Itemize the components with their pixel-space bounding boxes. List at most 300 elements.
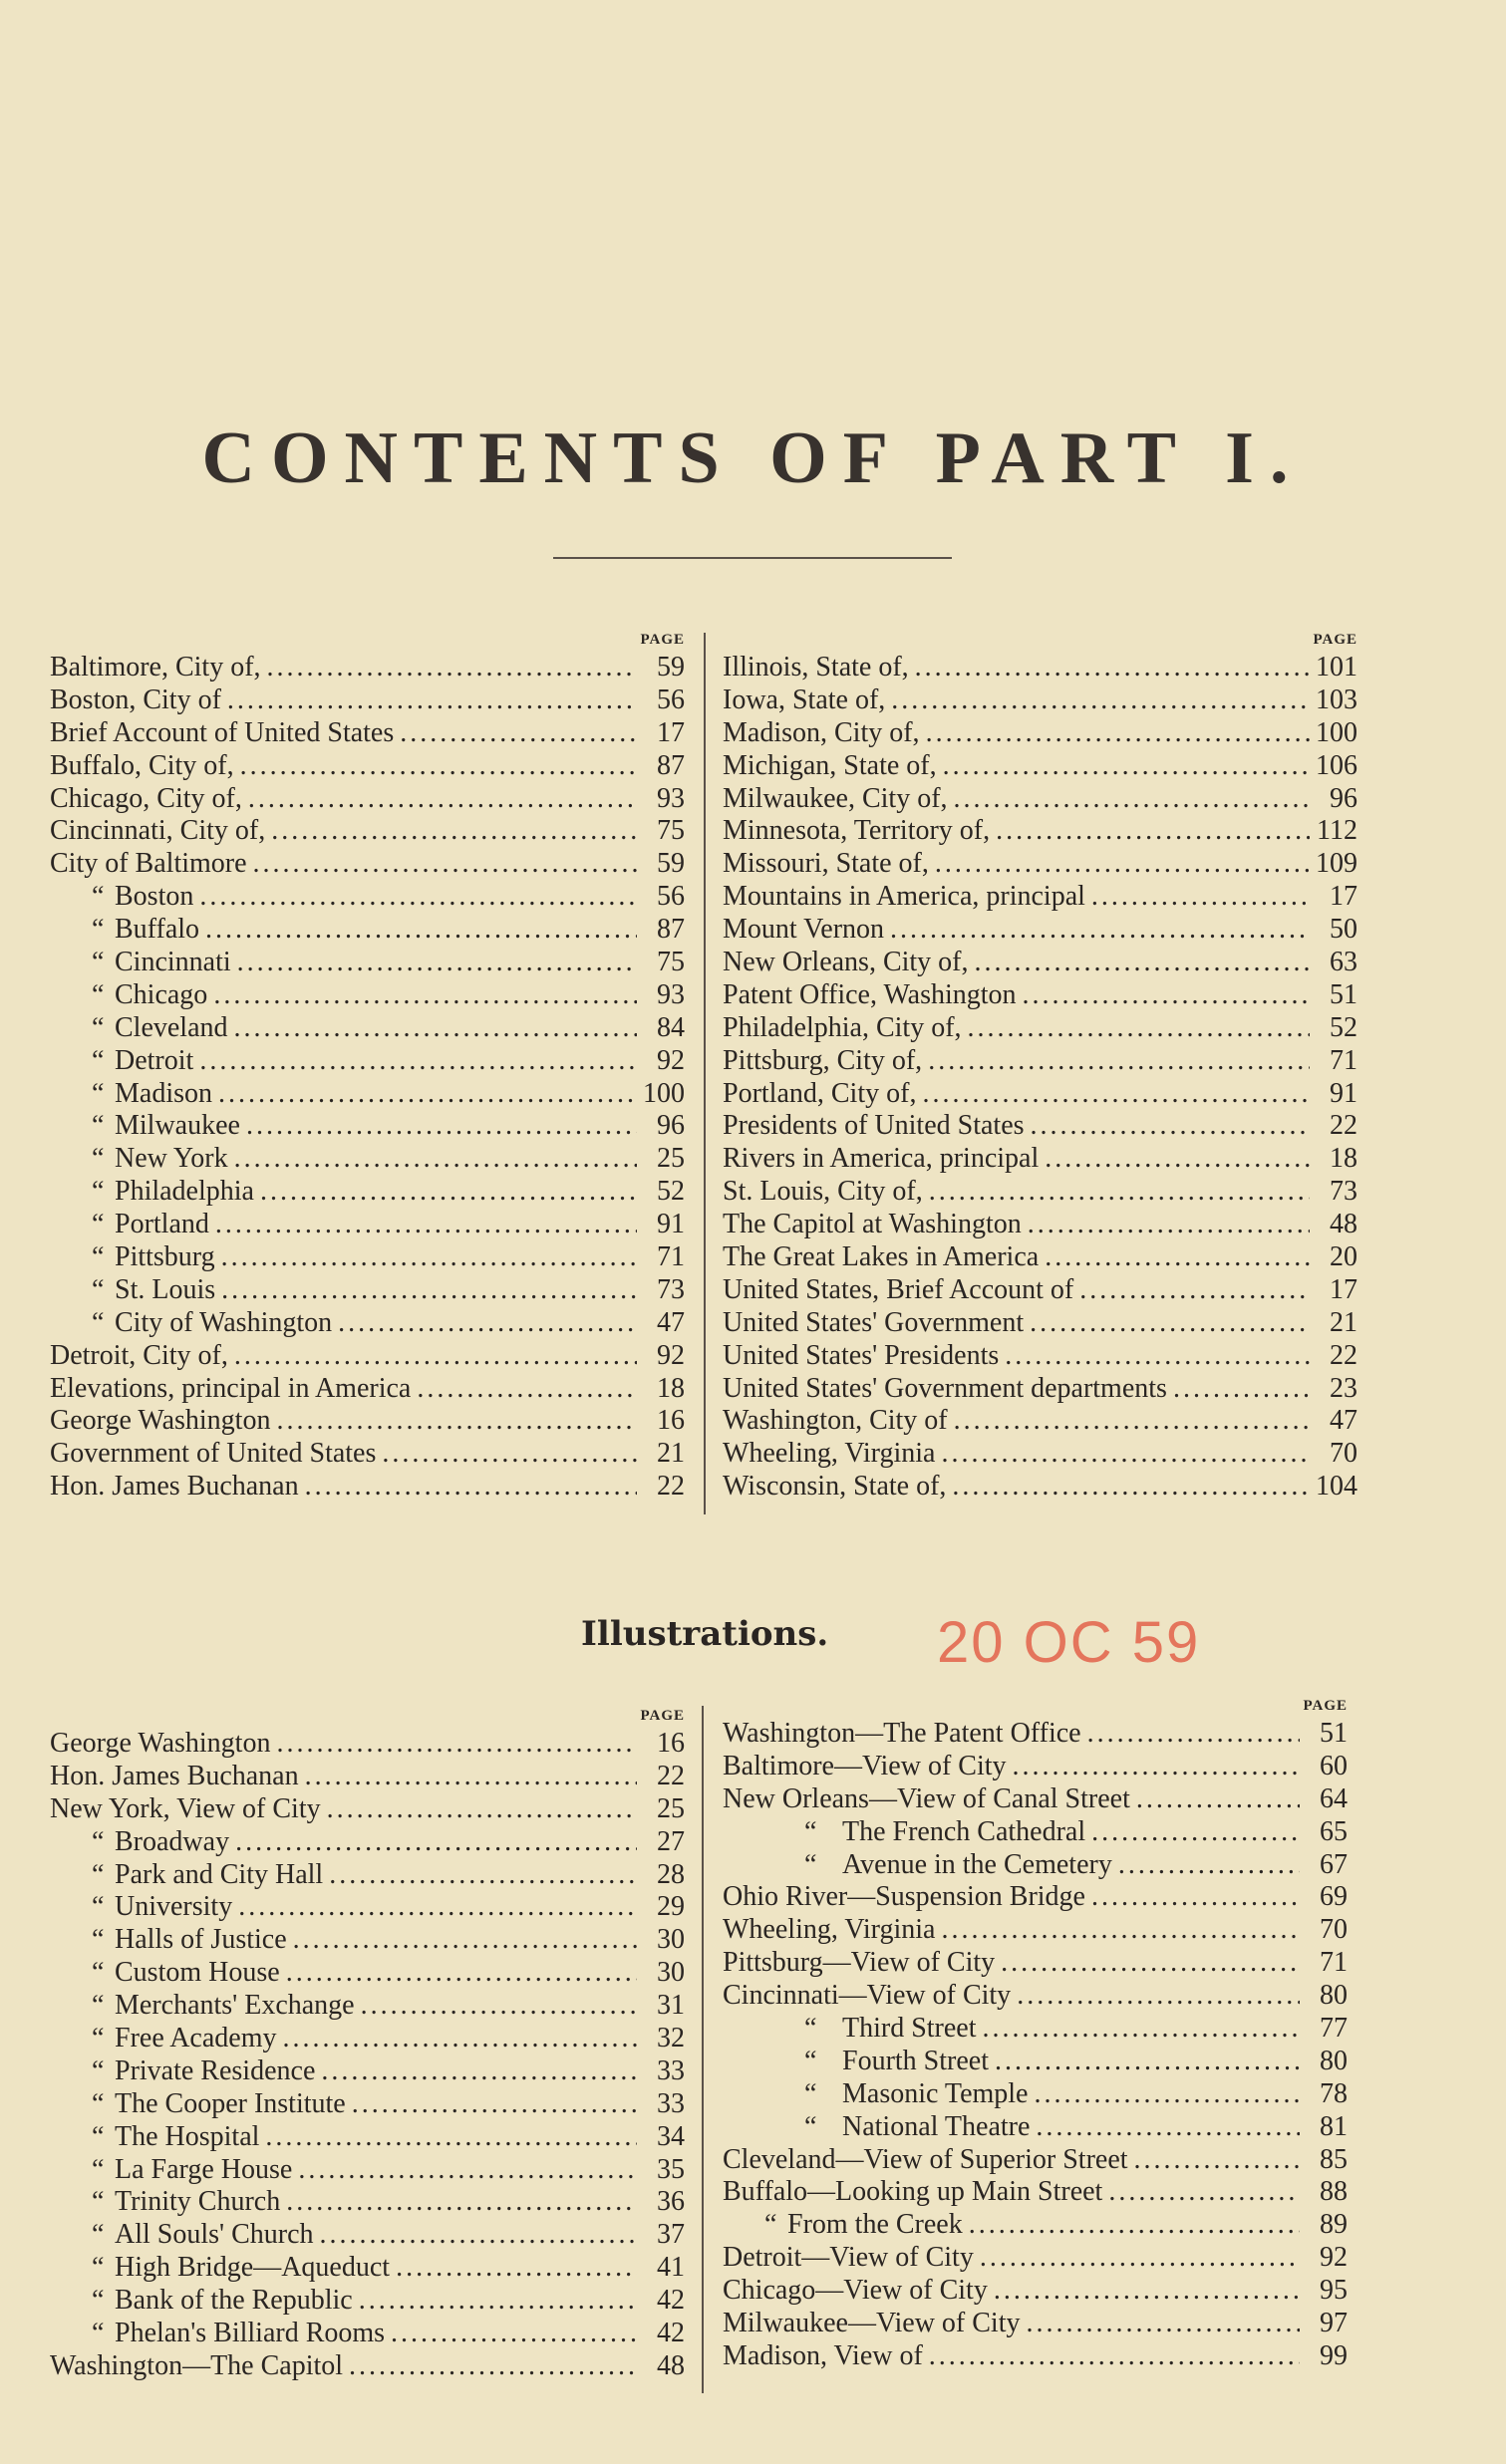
- ditto-mark: “: [92, 947, 105, 978]
- page-number: 84: [657, 1011, 685, 1043]
- ditto-mark: “: [92, 2087, 105, 2119]
- dot-leader: [221, 1274, 637, 1307]
- page-number: 18: [657, 1372, 685, 1404]
- dot-leader: [382, 1438, 637, 1471]
- page-number: 25: [657, 1143, 685, 1175]
- ditto-mark: “: [804, 2013, 817, 2045]
- page-number: 92: [657, 1044, 685, 1076]
- list-item: [50, 1990, 685, 2023]
- dot-leader: [227, 684, 637, 717]
- entry-title: Cincinnati—View of City: [723, 1980, 1012, 2012]
- list-item: [50, 1176, 685, 1209]
- dot-leader: [1026, 2308, 1300, 2340]
- entry-title: The Hospital: [115, 2120, 260, 2152]
- ditto-mark: “: [92, 1891, 105, 1923]
- entry-title: Madison, City of,: [723, 716, 920, 748]
- list-item: [50, 1957, 685, 1990]
- list-item: [723, 783, 1357, 816]
- list-item: [723, 1373, 1357, 1406]
- page-number: 33: [657, 2087, 685, 2119]
- entry-title: Patent Office, Washington: [723, 978, 1017, 1010]
- list-item: [723, 1143, 1357, 1176]
- dot-leader: [1036, 2111, 1300, 2144]
- dot-leader: [417, 1373, 637, 1406]
- dot-leader: [205, 914, 637, 947]
- entry-title: George Washington: [50, 1405, 271, 1437]
- dot-leader: [286, 1957, 637, 1990]
- entry-title: Washington—The Capitol: [50, 2349, 344, 2381]
- entry-title: United States' Government: [723, 1306, 1025, 1338]
- entry-title: Ohio River—Suspension Bridge: [723, 1881, 1085, 1913]
- dot-leader: [968, 1012, 1310, 1045]
- entry-title: Wheeling, Virginia: [723, 1438, 936, 1470]
- list-item: [723, 1980, 1348, 2013]
- dot-leader: [221, 1241, 637, 1274]
- page-number: 16: [657, 1405, 685, 1437]
- entry-title: Madison, View of: [723, 2339, 923, 2371]
- page-number: 85: [1320, 2143, 1348, 2175]
- list-item: [723, 2111, 1348, 2144]
- dot-leader: [1045, 1143, 1310, 1176]
- list-item: [723, 684, 1357, 717]
- entry-title: New York: [115, 1143, 228, 1175]
- page-number: 104: [1316, 1471, 1357, 1503]
- list-item: [723, 717, 1357, 750]
- list-item: [723, 750, 1357, 783]
- entry-title: Buffalo, City of,: [50, 749, 234, 781]
- page-number: 42: [657, 2318, 685, 2349]
- list-item: [723, 2078, 1348, 2111]
- page-number: 95: [1320, 2275, 1348, 2307]
- page-number: 87: [657, 749, 685, 781]
- entry-title: Milwaukee: [115, 1110, 240, 1142]
- page-number: 29: [657, 1891, 685, 1923]
- entry-title: St. Louis, City of,: [723, 1176, 923, 1208]
- list-item: [50, 1274, 685, 1307]
- list-item: [723, 1914, 1348, 1947]
- ditto-mark: “: [92, 1825, 105, 1857]
- entry-title: Chicago, City of,: [50, 782, 242, 814]
- page-number: 52: [657, 1176, 685, 1208]
- entry-title: Detroit—View of City: [723, 2242, 974, 2274]
- list-item: [723, 1783, 1348, 1816]
- list-item: [723, 1471, 1357, 1504]
- list-item: [50, 2252, 685, 2285]
- list-item: [723, 1274, 1357, 1307]
- dot-leader: [1023, 979, 1310, 1012]
- entry-title: Hon. James Buchanan: [50, 1760, 299, 1791]
- ditto-mark: “: [764, 2209, 777, 2241]
- illustrations-left-column: [50, 1704, 685, 2383]
- page-number: 30: [657, 1957, 685, 1989]
- list-item: [50, 717, 685, 750]
- entry-title: New Orleans, City of,: [723, 947, 969, 978]
- dot-leader: [1136, 1783, 1300, 1816]
- page-number: 81: [1320, 2110, 1348, 2142]
- page-number: 67: [1320, 1848, 1348, 1880]
- entry-title: Madison: [115, 1077, 212, 1109]
- entry-title: Hon. James Buchanan: [50, 1471, 299, 1503]
- ditto-mark: “: [92, 1924, 105, 1956]
- list-item: [723, 947, 1357, 979]
- list-item: [723, 1340, 1357, 1373]
- entry-title: Cincinnati, City of,: [50, 815, 266, 847]
- page-number: 78: [1320, 2077, 1348, 2109]
- list-item: [723, 652, 1357, 684]
- dot-leader: [995, 2046, 1300, 2078]
- list-item: [50, 2219, 685, 2252]
- dot-leader: [215, 1209, 637, 1241]
- dot-leader: [935, 848, 1310, 881]
- dot-leader: [349, 2350, 637, 2383]
- ditto-mark: “: [92, 1209, 105, 1240]
- entry-title: Masonic Temple: [842, 2077, 1029, 2109]
- dot-leader: [305, 1471, 637, 1504]
- dot-leader: [1013, 1751, 1301, 1783]
- dot-leader: [1001, 1947, 1300, 1980]
- page-number: 70: [1320, 1914, 1348, 1946]
- page-number: 99: [1320, 2339, 1348, 2371]
- list-item: [723, 815, 1357, 848]
- list-item: [723, 1078, 1357, 1111]
- list-item: [723, 2340, 1348, 2373]
- dot-leader: [943, 750, 1310, 783]
- list-item: [723, 2144, 1348, 2177]
- entry-title: Free Academy: [115, 2023, 277, 2054]
- page-number: 59: [657, 848, 685, 880]
- dot-leader: [915, 652, 1310, 684]
- ditto-mark: “: [92, 881, 105, 913]
- ditto-mark: “: [804, 2110, 817, 2142]
- ditto-mark: “: [92, 2120, 105, 2152]
- ditto-mark: “: [804, 1848, 817, 1880]
- page-number: 51: [1330, 978, 1357, 1010]
- entry-title: United States' Presidents: [723, 1339, 1000, 1371]
- list-item: [50, 2154, 685, 2187]
- page-number: 22: [657, 1760, 685, 1791]
- ditto-mark: “: [92, 1077, 105, 1109]
- dot-leader: [352, 2088, 637, 2121]
- list-item: [723, 2275, 1348, 2308]
- page-number: 69: [1320, 1881, 1348, 1913]
- page-number: 47: [1330, 1405, 1357, 1437]
- list-item: [723, 2242, 1348, 2275]
- page-number: 56: [657, 684, 685, 715]
- list-item: [50, 1241, 685, 1274]
- dot-leader: [1091, 1816, 1300, 1849]
- page-column-header: PAGE: [640, 632, 685, 648]
- dot-leader: [941, 1914, 1300, 1947]
- list-item: [50, 1859, 685, 1892]
- page-number: 22: [1330, 1339, 1357, 1371]
- list-item: [723, 2013, 1348, 2046]
- entry-title: Michigan, State of,: [723, 749, 937, 781]
- entry-title: Brief Account of United States: [50, 716, 395, 748]
- list-item: [50, 2055, 685, 2088]
- page-number: 20: [1330, 1241, 1357, 1273]
- entry-title: Portland: [115, 1209, 209, 1240]
- page-number: 25: [657, 1792, 685, 1824]
- dot-leader: [267, 652, 637, 684]
- dot-leader: [283, 2023, 638, 2055]
- dot-leader: [975, 947, 1310, 979]
- entry-title: Iowa, State of,: [723, 684, 886, 715]
- page-number: 101: [1316, 652, 1357, 683]
- page-number: 73: [1330, 1176, 1357, 1208]
- dot-leader: [890, 914, 1310, 947]
- entry-title: New York, View of City: [50, 1792, 321, 1824]
- page-number: 75: [657, 815, 685, 847]
- dot-leader: [234, 1143, 637, 1176]
- ditto-mark: “: [92, 1011, 105, 1043]
- entry-title: Philadelphia, City of,: [723, 1011, 962, 1043]
- dot-leader: [926, 717, 1310, 750]
- dot-leader: [329, 1859, 637, 1892]
- list-item: [723, 1816, 1348, 1849]
- page-number: 23: [1330, 1372, 1357, 1404]
- entry-title: New Orleans—View of Canal Street: [723, 1782, 1130, 1814]
- list-item: [50, 1471, 685, 1504]
- list-item: [50, 947, 685, 979]
- page-number: 106: [1316, 749, 1357, 781]
- entry-title: The French Cathedral: [842, 1815, 1086, 1847]
- list-item: [50, 1728, 685, 1761]
- dot-leader: [246, 1110, 637, 1143]
- page-number: 32: [657, 2023, 685, 2054]
- dot-leader: [1108, 2176, 1300, 2209]
- dot-leader: [922, 1078, 1310, 1111]
- page-number: 41: [657, 2252, 685, 2284]
- dot-leader: [1030, 1307, 1310, 1340]
- dot-leader: [218, 1078, 637, 1111]
- entry-title: The Cooper Institute: [115, 2087, 346, 2119]
- ditto-mark: “: [92, 1306, 105, 1338]
- list-item: [50, 1405, 685, 1438]
- list-item: [723, 2308, 1348, 2340]
- list-item: [723, 848, 1357, 881]
- list-item: [723, 1405, 1357, 1438]
- entry-title: Phelan's Billiard Rooms: [115, 2318, 386, 2349]
- entry-title: Halls of Justice: [115, 1924, 287, 1956]
- dot-leader: [1091, 881, 1310, 914]
- entry-title: Merchants' Exchange: [115, 1990, 355, 2022]
- dot-leader: [1087, 1718, 1300, 1751]
- list-item: [50, 2186, 685, 2219]
- page-number: 33: [657, 2054, 685, 2086]
- page-number: 17: [657, 716, 685, 748]
- entry-title: National Theatre: [842, 2110, 1031, 2142]
- entry-title: Boston: [115, 881, 194, 913]
- entry-title: Government of United States: [50, 1438, 377, 1470]
- page-number: 91: [1330, 1077, 1357, 1109]
- dot-leader: [276, 1728, 637, 1761]
- dot-leader: [1031, 1110, 1310, 1143]
- page-number: 63: [1330, 947, 1357, 978]
- list-item: [723, 1045, 1357, 1078]
- contents-right-column: [723, 628, 1357, 1504]
- page-number: 71: [1330, 1044, 1357, 1076]
- list-item: [50, 1761, 685, 1793]
- ditto-mark: “: [92, 1176, 105, 1208]
- dot-leader: [293, 1924, 637, 1957]
- page-number: 22: [1330, 1110, 1357, 1142]
- page-number: 48: [1330, 1209, 1357, 1240]
- entry-title: Illinois, State of,: [723, 652, 909, 683]
- page-number: 93: [657, 782, 685, 814]
- entry-title: Third Street: [842, 2013, 977, 2045]
- entry-title: Presidents of United States: [723, 1110, 1025, 1142]
- list-item: [50, 2088, 685, 2121]
- page-column-header: PAGE: [640, 1708, 685, 1724]
- dot-leader: [941, 1438, 1310, 1471]
- entry-title: City of Baltimore: [50, 848, 247, 880]
- ditto-mark: “: [92, 2186, 105, 2218]
- entry-title: Portland, City of,: [723, 1077, 917, 1109]
- list-item: [50, 684, 685, 717]
- dot-leader: [359, 2285, 637, 2318]
- entry-title: Bank of the Republic: [115, 2285, 353, 2317]
- dot-leader: [271, 815, 637, 848]
- list-item: [50, 1143, 685, 1176]
- entry-title: Boston, City of: [50, 684, 221, 715]
- dot-leader: [1091, 1881, 1300, 1914]
- dot-leader: [276, 1405, 637, 1438]
- dot-leader: [1118, 1849, 1300, 1882]
- page-number: 31: [657, 1990, 685, 2022]
- list-item: [50, 2318, 685, 2350]
- list-item: [723, 914, 1357, 947]
- entry-title: Philadelphia: [115, 1176, 254, 1208]
- dot-leader: [954, 1405, 1310, 1438]
- page-title: CONTENTS OF PART I.: [201, 417, 1305, 499]
- page-column-header: PAGE: [1303, 1698, 1348, 1714]
- entry-title: City of Washington: [115, 1306, 333, 1338]
- list-item: [723, 2046, 1348, 2078]
- page-number: 59: [657, 652, 685, 683]
- page-number: 21: [1330, 1306, 1357, 1338]
- dot-leader: [1005, 1340, 1310, 1373]
- list-item: [50, 1078, 685, 1111]
- contents-left-column: [50, 628, 685, 1504]
- entry-title: Fourth Street: [842, 2045, 989, 2076]
- entry-title: George Washington: [50, 1728, 271, 1759]
- list-item: [723, 1176, 1357, 1209]
- page-number: 92: [1320, 2242, 1348, 2274]
- entry-title: Trinity Church: [115, 2186, 281, 2218]
- page-number: 30: [657, 1924, 685, 1956]
- entry-title: Wisconsin, State of,: [723, 1471, 947, 1503]
- entry-title: Cincinnati: [115, 947, 231, 978]
- page-number: 34: [657, 2120, 685, 2152]
- dot-leader: [928, 1045, 1310, 1078]
- list-item: [723, 881, 1357, 914]
- entry-title: Mountains in America, principal: [723, 881, 1085, 913]
- ditto-mark: “: [92, 1858, 105, 1890]
- page-number: 65: [1320, 1815, 1348, 1847]
- entry-title: Baltimore—View of City: [723, 1750, 1007, 1781]
- page-number: 47: [657, 1306, 685, 1338]
- ditto-mark: “: [92, 1110, 105, 1142]
- list-item: [50, 2121, 685, 2154]
- entry-title: Buffalo—Looking up Main Street: [723, 2176, 1103, 2208]
- page-number: 87: [657, 914, 685, 946]
- ditto-mark: “: [92, 1990, 105, 2022]
- dot-leader: [253, 848, 637, 881]
- title-rule: [553, 557, 952, 559]
- dot-leader: [199, 881, 637, 914]
- ditto-mark: “: [92, 914, 105, 946]
- dot-leader: [954, 783, 1310, 816]
- list-item: [723, 1849, 1348, 1882]
- page-number: 103: [1316, 684, 1357, 715]
- dot-leader: [994, 2275, 1300, 2308]
- list-item: [50, 1012, 685, 1045]
- dot-leader: [929, 2340, 1300, 2373]
- dot-leader: [983, 2013, 1300, 2046]
- dot-leader: [298, 2154, 637, 2187]
- page-number: 17: [1330, 1273, 1357, 1305]
- page-number: 97: [1320, 2308, 1348, 2339]
- page-number: 17: [1330, 881, 1357, 913]
- entry-title: Baltimore, City of,: [50, 652, 261, 683]
- page-number: 75: [657, 947, 685, 978]
- page-number: 71: [1320, 1947, 1348, 1979]
- page-number: 16: [657, 1728, 685, 1759]
- page-number: 48: [657, 2349, 685, 2381]
- dot-leader: [1034, 2078, 1300, 2111]
- page-number: 93: [657, 978, 685, 1010]
- dot-leader: [237, 947, 637, 979]
- list-item: [723, 1438, 1357, 1471]
- entry-title: Broadway: [115, 1825, 230, 1857]
- list-item: [50, 1891, 685, 1924]
- dot-leader: [391, 2318, 637, 2350]
- dot-leader: [234, 1012, 637, 1045]
- page-number: 42: [657, 2285, 685, 2317]
- dot-leader: [1079, 1274, 1310, 1307]
- page-number: 91: [657, 1209, 685, 1240]
- page-number: 100: [643, 1077, 685, 1109]
- list-item: [50, 979, 685, 1012]
- entry-title: All Souls' Church: [115, 2219, 314, 2251]
- list-item: [723, 1947, 1348, 1980]
- list-item: [50, 1110, 685, 1143]
- ditto-mark: “: [92, 1273, 105, 1305]
- entry-title: Custom House: [115, 1957, 280, 1989]
- page-number: 89: [1320, 2209, 1348, 2241]
- entry-title: Park and City Hall: [115, 1858, 324, 1890]
- page-number: 37: [657, 2219, 685, 2251]
- page-number: 27: [657, 1825, 685, 1857]
- entry-title: University: [115, 1891, 233, 1923]
- dot-leader: [1028, 1209, 1310, 1241]
- list-item: [50, 1045, 685, 1078]
- ditto-mark: “: [804, 2077, 817, 2109]
- dot-leader: [400, 717, 637, 750]
- entry-title: Chicago: [115, 978, 208, 1010]
- page-number: 52: [1330, 1011, 1357, 1043]
- page-number: 70: [1330, 1438, 1357, 1470]
- list-item: [50, 750, 685, 783]
- list-item: [50, 1340, 685, 1373]
- list-item: [723, 1012, 1357, 1045]
- dot-leader: [248, 783, 637, 816]
- illustrations-heading: Illustrations.: [581, 1614, 829, 1654]
- entry-title: St. Louis: [115, 1273, 216, 1305]
- list-item: [50, 2350, 685, 2383]
- page-number: 88: [1320, 2176, 1348, 2208]
- page-number: 80: [1320, 1980, 1348, 2012]
